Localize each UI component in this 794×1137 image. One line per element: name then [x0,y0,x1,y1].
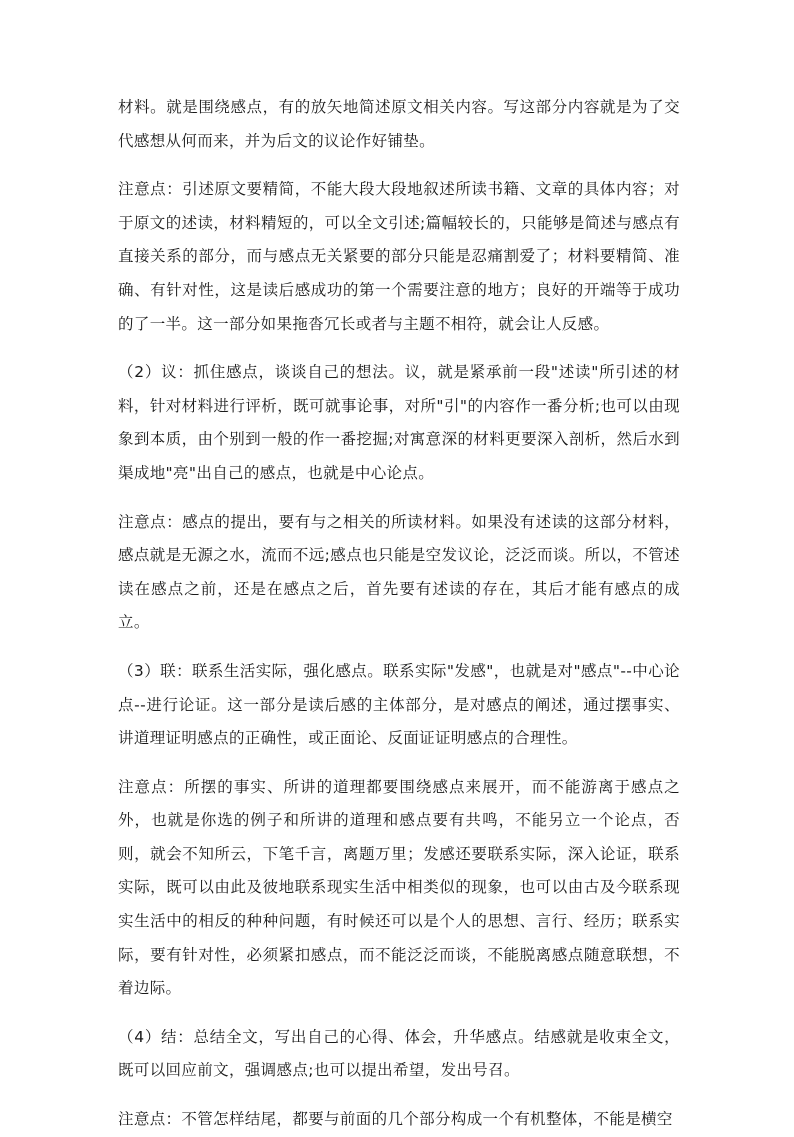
paragraph-step-conclude: （4）结：总结全文，写出自己的心得、体会，升华感点。结感就是收束全文，既可以回应前文，强调感点;也可以提出希望，发出号召。 [118,1027,680,1080]
paragraph-note-quote: 注意点：引述原文要精简，不能大段大段地叙述所读书籍、文章的具体内容；对于原文的述读，材料精短的，可以全文引述;篇幅较长的，只能够是简述与感点有直接关系的部分，而与感点无关紧要的部分只能是忍痛割爱了；材料要精简、准确、有针对性，这是读后感成功的第一个需要注意的地方；良好的开端等于成功的了一半。这一部分如果拖沓冗长或者与主题不相符，就会让人反感。 [118,180,680,333]
paragraph-note-conclude: 注意点：不管怎样结尾，都要与前面的几个部分构成一个有机整体，不能是横空 [118,1110,673,1129]
paragraph-note-discuss: 注意点：感点的提出，要有与之相关的所读材料。如果没有述读的这部分材料，感点就是无源之水，流而不远;感点也只能是空发议论，泛泛而谈。所以，不管述读在感点之前，还是在感点之后，首先要有述读的存在，其后才能有感点的成立。 [118,512,680,632]
paragraph-note-connect: 注意点：所摆的事实、所讲的道理都要围绕感点来展开，而不能游离于感点之外，也就是你选的例子和所讲的道理和感点要有共鸣，不能另立一个论点，否则，就会不知所云，下笔千言，离题万里；发感还要联系实际，深入论证，联系实际，既可以由此及彼地联系现实生活中相类似的现象，也可以由古及今联系现实生活中的相反的种种问题，有时候还可以是个人的思想、言行、经历；联系实际，要有针对性，必须紧扣感点，而不能泛泛而谈，不能脱离感点随意联想，不着边际。 [118,777,680,998]
paragraph-step-discuss: （2）议：抓住感点，谈谈自己的想法。议，就是紧承前一段"述读"所引述的材料，针对材料进行评析，既可就事论事，对所"引"的内容作一番分析;也可以由现象到本质，由个别到一般的作一番挖掘;对寓意深的材料更要深入剖析，然后水到渠成地"亮"出自己的感点，也就是中心论点。 [118,363,680,482]
paragraph-intro-material: 材料。就是围绕感点，有的放矢地简述原文相关内容。写这部分内容就是为了交代感想从何而来，并为后文的议论作好铺垫。 [118,98,680,150]
paragraph-step-connect: （3）联：联系生活实际，强化感点。联系实际"发感"，也就是对"感点"--中心论点--进行论证。这一部分是读后感的主体部分，是对感点的阐述，通过摆事实、讲道理证明感点的正确性，或正面论、反面证证明感点的合理性。 [118,661,680,748]
document-body [118,91,680,1137]
